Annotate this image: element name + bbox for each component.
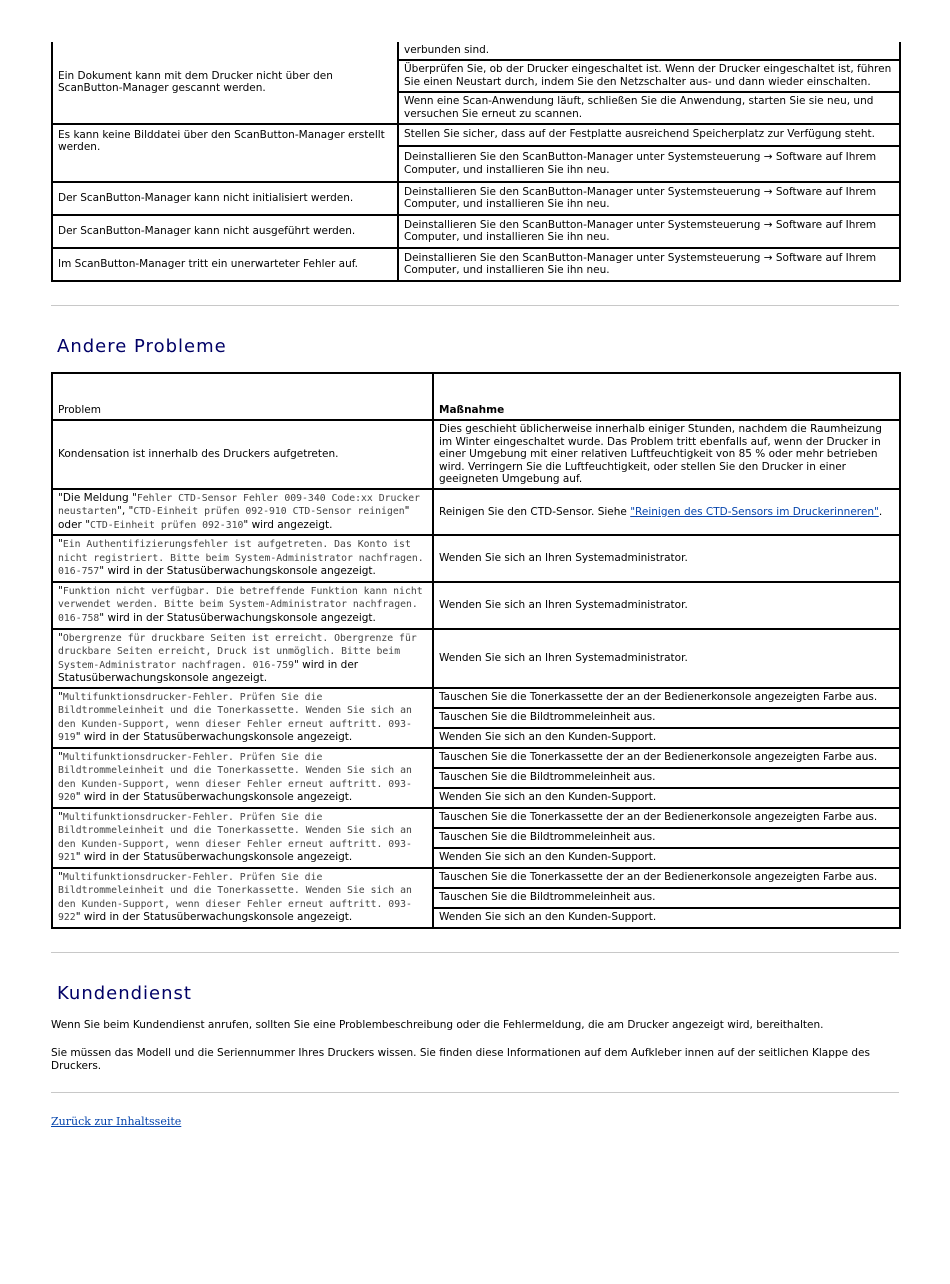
text: " — [58, 584, 63, 597]
problem-cell: Es kann keine Bilddatei über den ScanButton-Manager erstellt werden. — [52, 124, 398, 182]
action-cell: Stellen Sie sicher, dass auf der Festplatte ausreichend Speicherplatz zur Verfügung steht. — [398, 124, 900, 146]
message-text: Multifunktionsdrucker-Fehler. Prüfen Sie die Bildtrommeleinheit und die Tonerkassette. Wenden Sie sich an den Kunden-Support, wenn dieser Fehler erneut auftritt. 093-919 — [58, 691, 412, 743]
action-cell: Dies geschieht üblicherweise innerhalb einiger Stunden, nachdem die Raumheizung im Winter eingeschaltet wurde. Das Problem tritt ebenfalls auf, wenn der Drucker in einer Umgebung mit einer relativen Luftfeuchtigkeit von 85 % oder mehr betrieben wird. Verringern Sie die Luftfeuchtigkeit, oder stellen Sie den Drucker in einer geeigneten Umgebung auf. — [433, 420, 900, 489]
customer-service-paragraph: Wenn Sie beim Kundendienst anrufen, sollten Sie eine Problembeschreibung oder die Fehlermeldung, die am Drucker angezeigt wird, bereithalten. — [51, 1019, 824, 1031]
text: " wird angezeigt. — [243, 518, 333, 531]
action-cell: verbunden sind. — [398, 42, 900, 60]
table-row — [52, 124, 900, 146]
message-text: Fehler CTD-Sensor Fehler 009-340 Code:xx Drucker neustarten — [58, 492, 420, 517]
customer-service-paragraph: Sie müssen das Modell und die Seriennummer Ihres Druckers wissen. Sie finden diese Informationen auf dem Aufkleber innen auf der seitlichen Klappe des Druckers. — [51, 1047, 870, 1072]
section-heading-customer-service: Kundendienst — [57, 983, 192, 1004]
action-cell: Tauschen Sie die Bildtrommeleinheit aus. — [433, 768, 900, 788]
text: " wird in der Statusüberwachungskonsole angezeigt. — [75, 731, 353, 743]
action-cell: Deinstallieren Sie den ScanButton-Manager unter Systemsteuerung → Software auf Ihrem Computer, und installieren Sie ihn neu. — [398, 215, 900, 248]
table-row — [52, 42, 900, 60]
table-row — [52, 535, 900, 582]
action-cell: Tauschen Sie die Tonerkassette der an der Bedienerkonsole angezeigten Farbe aus. — [433, 748, 900, 768]
table-row — [52, 808, 900, 828]
column-header-problem: Problem — [52, 373, 433, 420]
action-cell: Tauschen Sie die Tonerkassette der an der Bedienerkonsole angezeigten Farbe aus. — [433, 808, 900, 828]
divider — [51, 305, 899, 306]
table-row — [52, 182, 900, 215]
text: " wird in der Statusüberwachungskonsole angezeigt. — [75, 911, 353, 923]
action-cell: Überprüfen Sie, ob der Drucker eingeschaltet ist. Wenn der Drucker eingeschaltet ist, führen Sie einen Neustart durch, indem Sie den Netzschalter aus- und dann wieder einschalten. — [398, 60, 900, 92]
action-cell: Deinstallieren Sie den ScanButton-Manager unter Systemsteuerung → Software auf Ihrem Computer, und installieren Sie ihn neu. — [398, 182, 900, 215]
table-row — [52, 215, 900, 248]
problem-cell: Der ScanButton-Manager kann nicht initialisiert werden. — [52, 182, 398, 215]
table-row — [52, 868, 900, 888]
ctd-sensor-cleaning-link[interactable]: "Reinigen des CTD-Sensors im Druckerinneren" — [630, 505, 879, 518]
action-cell: Tauschen Sie die Tonerkassette der an der Bedienerkonsole angezeigten Farbe aus. — [433, 688, 900, 708]
problem-cell: Kondensation ist innerhalb des Druckers aufgetreten. — [52, 420, 433, 489]
problem-cell — [52, 535, 433, 582]
problem-cell: Der ScanButton-Manager kann nicht ausgeführt werden. — [52, 215, 398, 248]
problem-cell — [52, 808, 433, 868]
action-cell: Wenden Sie sich an den Kunden-Support. — [433, 788, 900, 808]
problem-cell: Ein Dokument kann mit dem Drucker nicht über den ScanButton-Manager gescannt werden. — [52, 42, 398, 124]
action-cell: Tauschen Sie die Tonerkassette der an der Bedienerkonsole angezeigten Farbe aus. — [433, 868, 900, 888]
message-text: CTD-Einheit prüfen 092-910 CTD-Sensor reinigen — [133, 506, 405, 517]
action-cell: Wenden Sie sich an Ihren Systemadministrator. — [433, 582, 900, 629]
table-row — [52, 489, 900, 536]
action-cell: Wenden Sie sich an Ihren Systemadministrator. — [433, 629, 900, 688]
message-text: CTD-Einheit prüfen 092-310 — [90, 519, 244, 531]
text: Reinigen Sie den CTD-Sensor. Siehe — [439, 505, 631, 518]
text: " wird in der Statusüberwachungskonsole angezeigt. — [99, 565, 376, 577]
text: " — [58, 690, 63, 703]
action-cell: Tauschen Sie die Bildtrommeleinheit aus. — [433, 828, 900, 848]
action-cell: Deinstallieren Sie den ScanButton-Manager unter Systemsteuerung → Software auf Ihrem Computer, und installieren Sie ihn neu. — [398, 146, 900, 182]
divider — [51, 1092, 899, 1093]
action-cell: Wenden Sie sich an den Kunden-Support. — [433, 848, 900, 868]
text: " — [58, 870, 63, 883]
table-row — [52, 420, 900, 489]
message-text: Ein Authentifizierungsfehler ist aufgetreten. Das Konto ist nicht registriert. Bitte beim System-Administrator nachfragen. 016-757 — [58, 539, 424, 577]
action-cell: Wenden Sie sich an Ihren Systemadministrator. — [433, 535, 900, 582]
problem-cell: Im ScanButton-Manager tritt ein unerwarteter Fehler auf. — [52, 248, 398, 281]
table-row — [52, 688, 900, 708]
back-to-contents-link[interactable]: Zurück zur Inhaltsseite — [51, 1115, 182, 1128]
action-cell — [433, 489, 900, 536]
problem-cell — [52, 489, 433, 536]
text: " wird in der Statusüberwachungskonsole angezeigt. — [99, 611, 376, 624]
problem-cell — [52, 629, 433, 688]
column-header-action: Maßnahme — [433, 373, 900, 420]
table-row — [52, 748, 900, 768]
message-text: Multifunktionsdrucker-Fehler. Prüfen Sie die Bildtrommeleinheit und die Tonerkassette. Wenden Sie sich an den Kunden-Support, wenn dieser Fehler erneut auftritt. 093-921 — [58, 811, 412, 863]
text: "Die Meldung " — [58, 491, 137, 504]
scan-problems-table — [51, 42, 901, 282]
text: ", " — [116, 505, 134, 517]
table-row — [52, 248, 900, 281]
message-text: Multifunktionsdrucker-Fehler. Prüfen Sie die Bildtrommeleinheit und die Tonerkassette. Wenden Sie sich an den Kunden-Support, wenn dieser Fehler erneut auftritt. 093-920 — [58, 751, 412, 803]
divider — [51, 952, 899, 953]
problem-cell — [52, 868, 433, 928]
action-cell: Tauschen Sie die Bildtrommeleinheit aus. — [433, 888, 900, 908]
message-text: Obergrenze für druckbare Seiten ist erreicht. Obergrenze für druckbare Seiten erreicht, Druck ist unmöglich. Bitte beim System-Administrator nachfragen. 016-759 — [58, 632, 417, 671]
action-cell: Tauschen Sie die Bildtrommeleinheit aus. — [433, 708, 900, 728]
action-cell: Wenn eine Scan-Anwendung läuft, schließen Sie die Anwendung, starten Sie sie neu, und versuchen Sie erneut zu scannen. — [398, 92, 900, 124]
other-problems-table — [51, 372, 901, 929]
text: " — [58, 810, 63, 823]
text: . — [878, 505, 883, 518]
action-cell: Deinstallieren Sie den ScanButton-Manager unter Systemsteuerung → Software auf Ihrem Computer, und installieren Sie ihn neu. — [398, 248, 900, 281]
table-row — [52, 582, 900, 629]
problem-cell — [52, 688, 433, 748]
text: " wird in der Statusüberwachungskonsole angezeigt. — [75, 851, 353, 863]
section-heading-other-problems: Andere Probleme — [57, 336, 227, 357]
table-header-row — [52, 373, 900, 420]
text: " — [58, 631, 63, 644]
text: " — [58, 750, 63, 763]
message-text: Funktion nicht verfügbar. Die betreffende Funktion kann nicht verwendet werden. Bitte beim System-Administrator nachfragen. 016-758 — [58, 585, 423, 624]
problem-cell — [52, 748, 433, 808]
action-cell: Wenden Sie sich an den Kunden-Support. — [433, 728, 900, 748]
text: " wird in der Statusüberwachungskonsole angezeigt. — [58, 658, 359, 684]
problem-cell — [52, 582, 433, 629]
text: " — [58, 538, 63, 550]
text: " wird in der Statusüberwachungskonsole angezeigt. — [75, 791, 353, 803]
message-text: Multifunktionsdrucker-Fehler. Prüfen Sie die Bildtrommeleinheit und die Tonerkassette. Wenden Sie sich an den Kunden-Support, wenn dieser Fehler erneut auftritt. 093-922 — [58, 871, 412, 923]
table-row — [52, 629, 900, 688]
text: " oder " — [58, 505, 410, 531]
action-cell: Wenden Sie sich an den Kunden-Support. — [433, 908, 900, 928]
